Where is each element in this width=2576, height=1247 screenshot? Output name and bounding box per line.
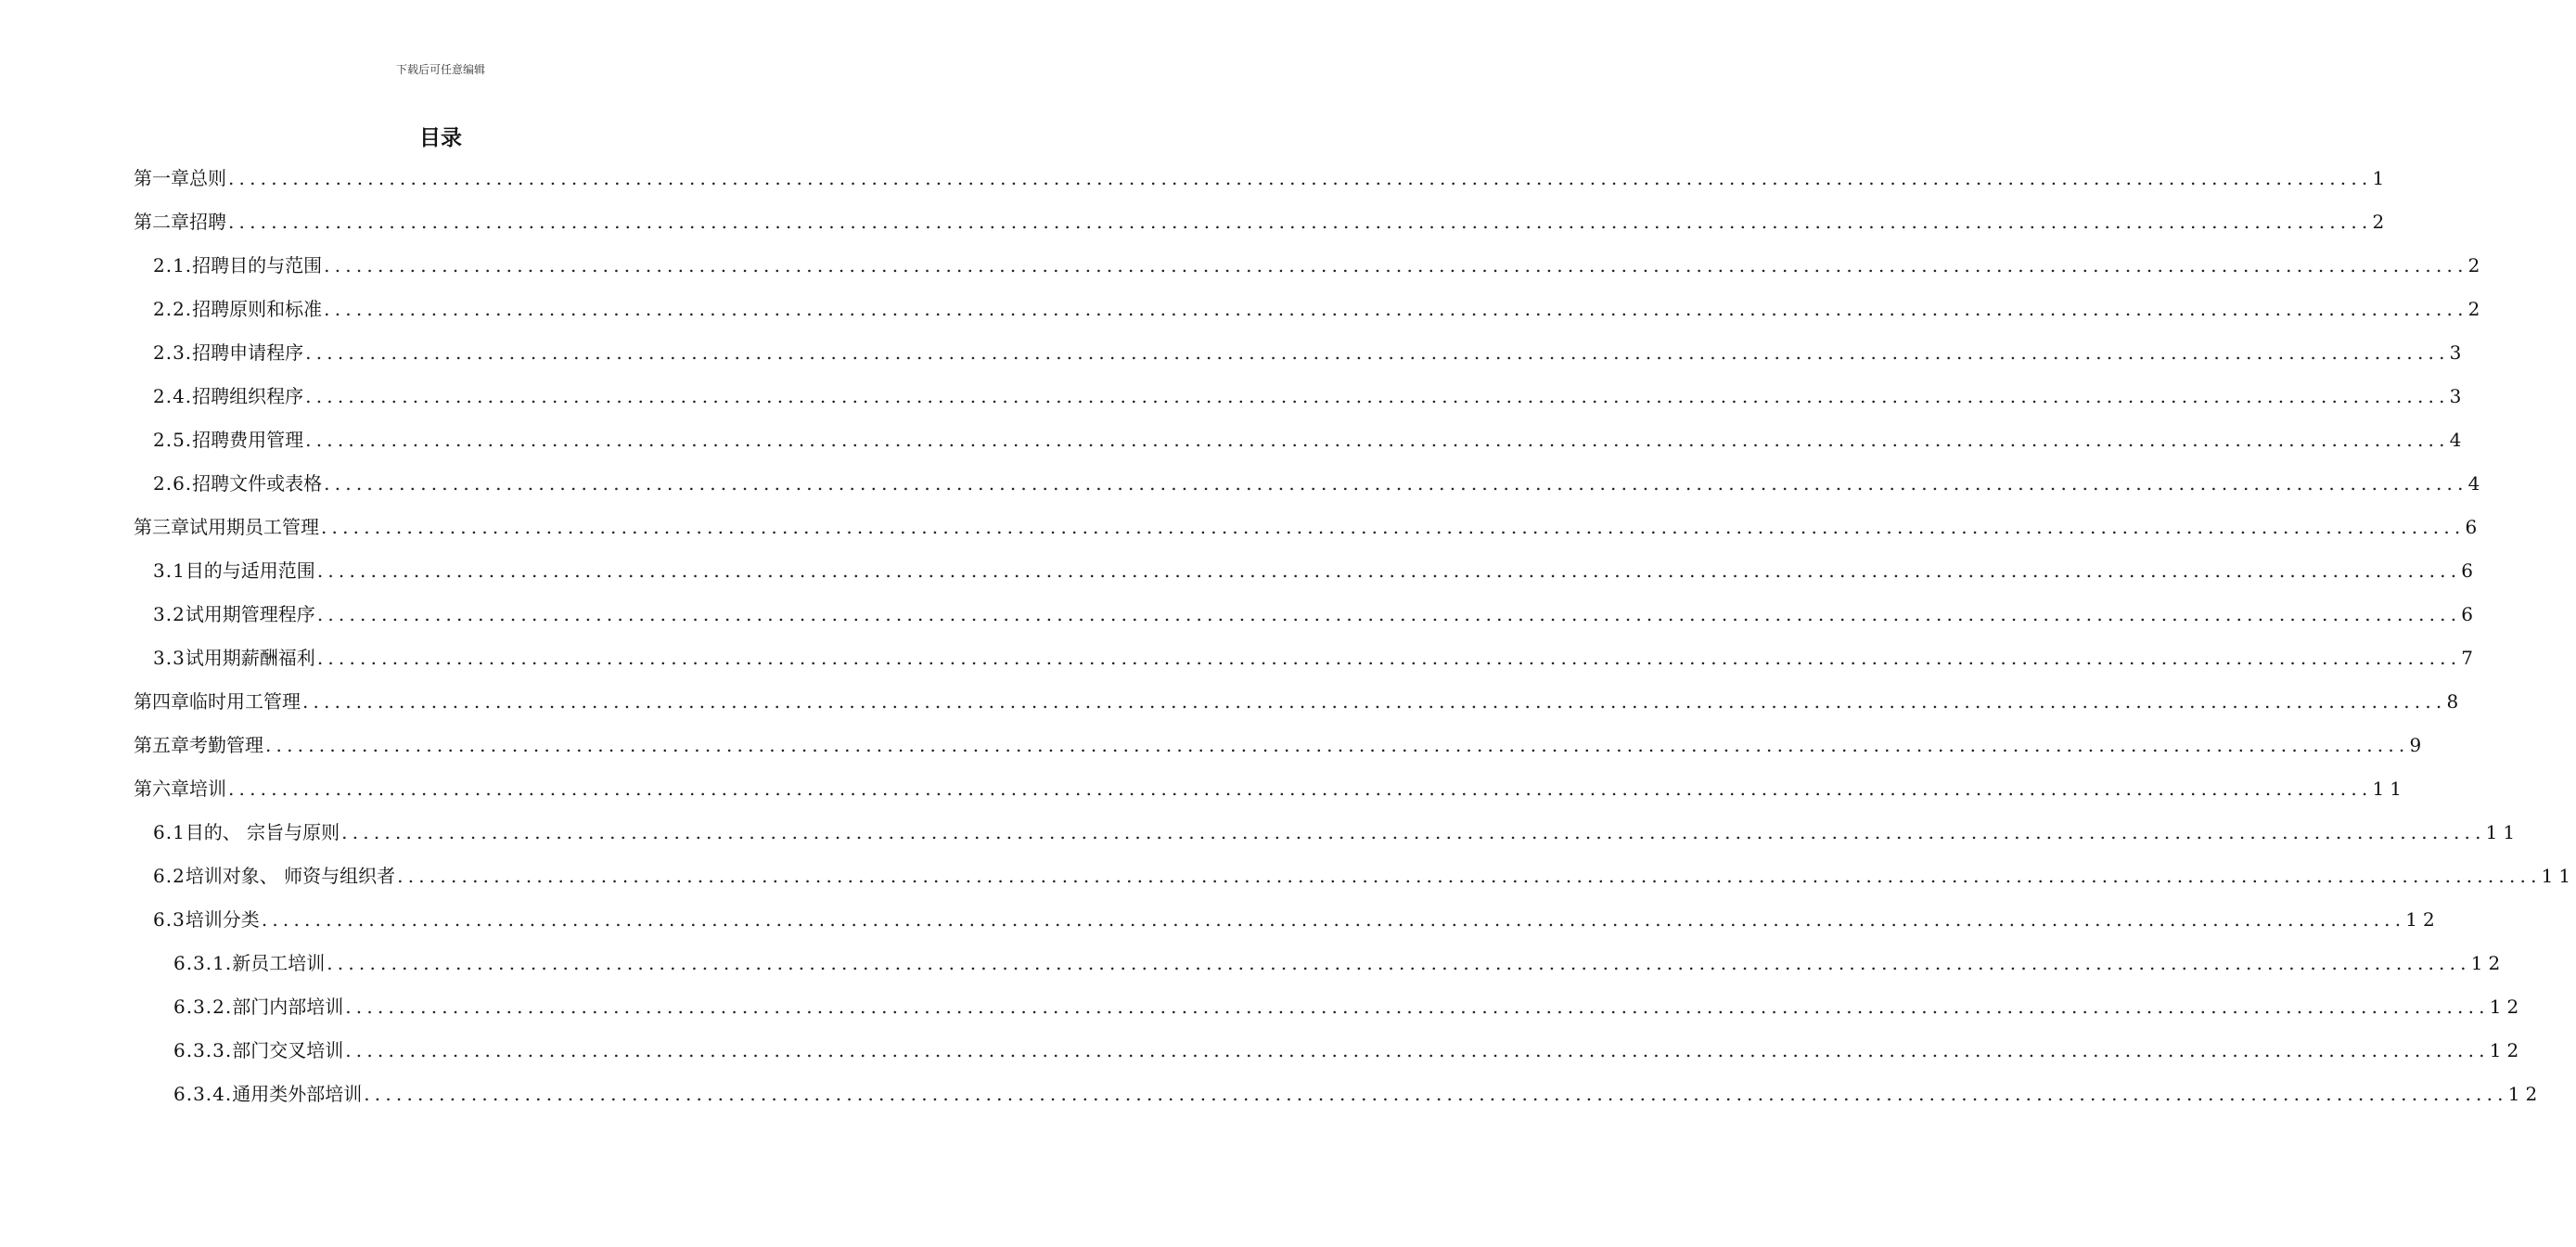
toc-entry-number: 2.5. [153,429,193,451]
toc-entry[interactable] [173,1029,2525,1073]
toc-entry-title: 培训 [189,778,226,800]
toc-entry-page: 6 [2461,559,2480,582]
toc-entry[interactable] [173,1073,2544,1116]
toc-entry-page: 12 [2489,996,2525,1018]
toc-entry-page: 2 [2467,254,2486,276]
toc-entry-page: 11 [2541,865,2576,887]
dot-leader: ........................................................................................................................................................................................................ [228,778,2373,800]
toc-entry-number: 6.2 [153,865,186,887]
toc-entry[interactable] [153,593,2480,636]
toc-entry-page: 1 [2372,167,2390,189]
toc-entry-title: 通用类外部培训 [232,1083,363,1105]
toc-entry-number: 3.1 [153,559,186,582]
dot-leader: ........................................................................................................................................................................................................ [364,1083,2508,1105]
toc-entry[interactable] [153,811,2521,855]
toc-entry-title: 试用期员工管理 [189,516,319,538]
toc-entry-number: 第一章 [134,167,189,189]
toc-entry-title: 目的与适用范围 [185,559,315,582]
dot-leader: ........................................................................................................................................................................................................ [324,298,2468,320]
page-header: 下载后可任意编辑 [395,63,485,76]
toc-entry-number: 第二章 [134,211,189,233]
dot-leader: ........................................................................................................................................................................................................ [345,996,2490,1018]
toc-entry-number: 6.3.1. [173,952,233,974]
toc-entry-number: 6.1 [153,821,186,843]
toc-entry-title: 招聘文件或表格 [192,472,323,495]
dot-leader: ........................................................................................................................................................................................................ [345,1039,2490,1061]
toc-entry-title: 试用期管理程序 [185,603,315,625]
toc-entry-number: 第三章 [134,516,189,538]
toc-entry[interactable] [134,767,2407,811]
toc-entry-page: 4 [2449,429,2467,451]
dot-leader: ........................................................................................................................................................................................................ [324,254,2468,276]
dot-leader: ........................................................................................................................................................................................................ [316,559,2462,582]
toc-entry[interactable] [153,549,2480,593]
toc-entry-page: 3 [2449,385,2467,407]
toc-entry[interactable] [153,855,2576,898]
toc-entry-number: 2.4. [153,385,193,407]
toc-entry[interactable] [153,375,2467,418]
toc-entry-title: 招聘目的与范围 [192,254,323,276]
toc-entry-page: 12 [2470,952,2506,974]
toc-entry-title: 部门交叉培训 [232,1039,344,1061]
toc-entry-page: 6 [2465,516,2483,538]
toc-entry[interactable] [153,462,2486,506]
dot-leader: ........................................................................................................................................................................................................ [324,472,2468,495]
toc-entry[interactable] [134,680,2465,724]
toc-entry-number: 2.6. [153,472,193,495]
dot-leader: ........................................................................................................................................................................................................ [302,690,2447,713]
toc-entry-title: 临时用工管理 [189,690,301,713]
toc-entry-page: 2 [2467,298,2486,320]
toc-entry-page: 12 [2405,908,2441,931]
toc-entry-page: 11 [2485,821,2521,843]
toc-entry[interactable] [134,724,2428,767]
toc-entry-title: 培训对象、 师资与组织者 [185,865,396,887]
toc-entry-title: 招聘 [189,211,226,233]
toc-entry-number: 6.3.4. [173,1083,233,1105]
toc-entry[interactable] [134,200,2390,244]
toc-entry-title: 目的、 宗旨与原则 [185,821,340,843]
dot-leader: ........................................................................................................................................................................................................ [327,952,2471,974]
toc-entry-title: 部门内部培训 [232,996,344,1018]
toc-entry-page: 3 [2449,341,2467,364]
toc-entry-number: 3.2 [153,603,186,625]
toc-entry-page: 12 [2489,1039,2525,1061]
toc-entry-title: 培训分类 [185,908,260,931]
toc-entry-number: 6.3 [153,908,186,931]
dot-leader: ........................................................................................................................................................................................................ [341,821,2486,843]
dot-leader: ........................................................................................................................................................................................................ [321,516,2466,538]
toc-entry-title: 招聘组织程序 [192,385,304,407]
toc-entry-page: 7 [2461,647,2480,669]
toc-entry[interactable] [173,942,2506,985]
toc-entry-number: 2.2. [153,298,193,320]
toc-entry-number: 第六章 [134,778,189,800]
toc-entry-number: 6.3.2. [173,996,233,1018]
toc-entry-page: 4 [2467,472,2486,495]
dot-leader: ........................................................................................................................................................................................................ [305,429,2450,451]
toc-entry-number: 2.3. [153,341,193,364]
dot-leader: ........................................................................................................................................................................................................ [316,603,2462,625]
dot-leader: ........................................................................................................................................................................................................ [305,385,2450,407]
toc-entry-number: 6.3.3. [173,1039,233,1061]
toc-entry[interactable] [153,418,2467,462]
toc-entry-number: 第四章 [134,690,189,713]
toc-entry[interactable] [173,985,2525,1029]
toc-entry-number: 第五章 [134,734,189,756]
toc-entry-title: 试用期薪酬福利 [185,647,315,669]
toc-entry[interactable] [153,636,2480,680]
dot-leader: ........................................................................................................................................................................................................ [316,647,2462,669]
toc-entry[interactable] [153,288,2486,331]
toc-entry-title: 招聘费用管理 [192,429,304,451]
toc-entry-title: 总则 [189,167,226,189]
toc-entry-title: 招聘申请程序 [192,341,304,364]
toc-entry-page: 9 [2409,734,2428,756]
toc-entry-page: 11 [2372,778,2407,800]
dot-leader: ........................................................................................................................................................................................................ [265,734,2410,756]
toc-entry-number: 2.1. [153,254,193,276]
toc-entry-page: 12 [2507,1083,2544,1105]
dot-leader: ........................................................................................................................................................................................................ [397,865,2542,887]
dot-leader: ........................................................................................................................................................................................................ [228,167,2373,189]
toc-entry-title: 招聘原则和标准 [192,298,323,320]
toc-entry-page: 6 [2461,603,2480,625]
toc-entry-page: 8 [2446,690,2465,713]
toc-title: 目录 [419,126,462,150]
dot-leader: ........................................................................................................................................................................................................ [228,211,2373,233]
toc-entry-number: 3.3 [153,647,186,669]
toc-entry[interactable] [153,244,2486,288]
toc-entry-page: 2 [2372,211,2390,233]
toc-entry[interactable] [153,331,2467,375]
toc-entry[interactable] [153,898,2441,942]
dot-leader: ........................................................................................................................................................................................................ [305,341,2450,364]
toc-entry-title: 新员工培训 [232,952,326,974]
toc-entry[interactable] [134,506,2483,549]
toc-entry[interactable] [134,157,2390,200]
dot-leader: ........................................................................................................................................................................................................ [261,908,2406,931]
toc-entry-title: 考勤管理 [189,734,263,756]
